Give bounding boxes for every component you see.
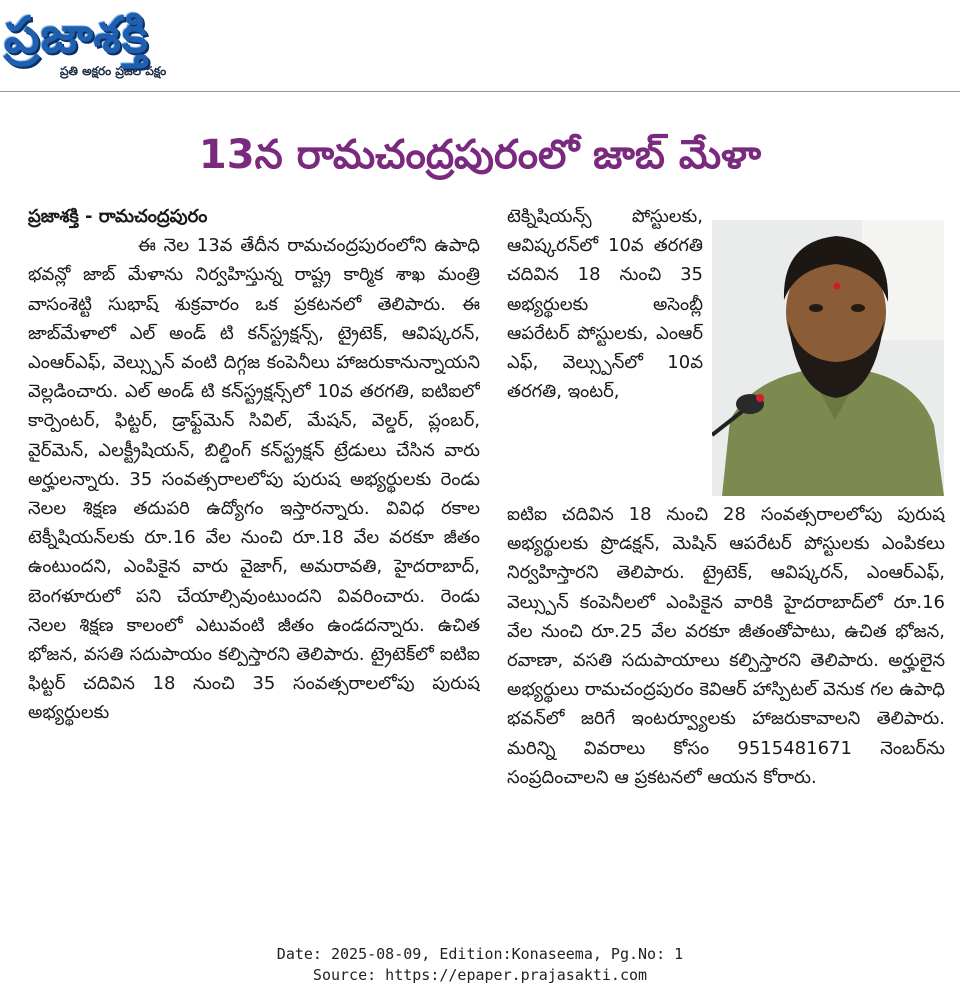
masthead	[0, 0, 960, 92]
article-byline: ప్రజాశక్తి - రామచంద్రపురం	[28, 206, 208, 227]
article-body-right-bottom: ఐటిఐ చదివిన 18 నుంచి 28 సంవత్సరాలలోపు పురుష అభ్యర్థులకు ప్రొడక్షన్, మెషిన్ ఆపరేటర్ పోస్టులకు ఎంపికలు నిర్వహిస్తారని తెలిపారు. ట్రైటెక్, ఆవిష్కరన్, ఎంఆర్ఎఫ్, వెల్స్పున్ కంపెనీలలో ఎంపికైన వారికి హైదరాబాద్‌లో రూ.16 వేల నుంచి రూ.25 వేల వరకూ జీతంతోపాటు, ఉచిత భోజన, రవాణా, వసతి సదుపాయాలు కల్పిస్తారని తెలిపారు. అర్హులైన అభ్యర్థులు రామచంద్రపురం కెవిఆర్ హాస్పిటల్ వెనుక గల ఉపాధి భవన్‌లో జరిగే ఇంటర్వ్యూలకు హాజరుకావాలని తెలిపారు. మరిన్ని వివరాలు కోసం 9515481671 నెంబర్‌ను సంప్రదించాలని ఆ ప్రకటనలో ఆయన కోరారు.	[507, 504, 945, 788]
article-body-right-top: టెక్నిషియన్స్ పోస్టులకు, ఆవిష్కరన్‌లో 10వ తరగతి చదివిన 18 నుంచి 35 అభ్యర్థులకు అసెంబ్లీ ఆపరేటర్ పోస్టులకు, ఎంఆర్ ఎఫ్, వెల్స్పున్‌లో 10వ తరగతి, ఇంటర్,	[507, 206, 703, 403]
minister-photo	[712, 220, 944, 496]
person-photo-icon	[712, 220, 944, 496]
article-column-left	[28, 202, 480, 932]
newspaper-logo: ప్రజాశక్తి	[4, 6, 149, 64]
footer-source: Source: https://epaper.prajasakti.com	[312, 966, 648, 984]
article-headline: 13న రామచంద్రపురంలో జాబ్ మేళా	[198, 132, 762, 178]
footer-date-edition: Date: 2025-08-09, Edition:Konaseema, Pg.No: 1	[276, 945, 684, 963]
source-footer	[0, 944, 960, 986]
masthead-divider	[0, 91, 960, 92]
article-body-left: ఈ నెల 13వ తేదీన రామచంద్రపురంలోని ఉపాధి భవన్లో జాబ్ మేళాను నిర్వహిస్తున్న రాష్ట్ర కార్మిక శాఖ మంత్రి వాసంశెట్టి సుభాష్ శుక్రవారం ఒక ప్రకటనలో తెలిపారు. ఈ జాబ్‌మేళాలో ఎల్ అండ్ టి కన్‌స్ట్రక్షన్స్, ట్రైటెక్, ఆవిష్కరన్, ఎంఆర్ఎఫ్, వెల్స్పున్ వంటి దిగ్గజ కంపెనీలు హాజరుకానున్నాయని వెల్లడించారు. ఎల్ అండ్ టి కన్‌స్ట్రక్షన్స్‌లో 10వ తరగతి, ఐటిఐలో కార్పెంటర్, ఫిట్టర్, డ్రాఫ్ట్‌మెన్ సివిల్, మేషన్, వెల్డర్, ప్లంబర్, వైర్‌మెన్, ఎలక్ట్రీషియన్, బిల్డింగ్ కన్‌స్ట్రక్షన్ ట్రేడులు చేసిన వారు అర్హులన్నారు. 35 సంవత్సరాలలోపు పురుష అభ్యర్థులకు రెండు నెలల శిక్షణ తదుపరి ఉద్యోగం ఇస్తారన్నారు. వివిధ రకాల టెక్నీషియన్‌లకు రూ.16 వేల నుంచి రూ.18 వేల వరకూ జీతం ఉంటుందని, ఎంపికైన వారు వైజాగ్, అమరావతి, హైదరాబాద్, బెంగళూరులో పని చేయాల్సివుంటుందని వివరించారు. రెండు నెలల శిక్షణ కాలంలో ఎటువంటి జీతం ఉండదన్నారు. ఉచిత భోజన, వసతి సదుపాయం కల్పిస్తారని తెలిపారు. ట్రైటెక్‌లో ఐటిఐ ఫిట్టర్ చదివిన 18 నుంచి 35 సంవత్సరాలలోపు పురుష అభ్యర్థులకు	[28, 235, 480, 724]
logo-tagline: ప్రతి అక్షరం ప్రజల పక్షం	[60, 64, 167, 78]
